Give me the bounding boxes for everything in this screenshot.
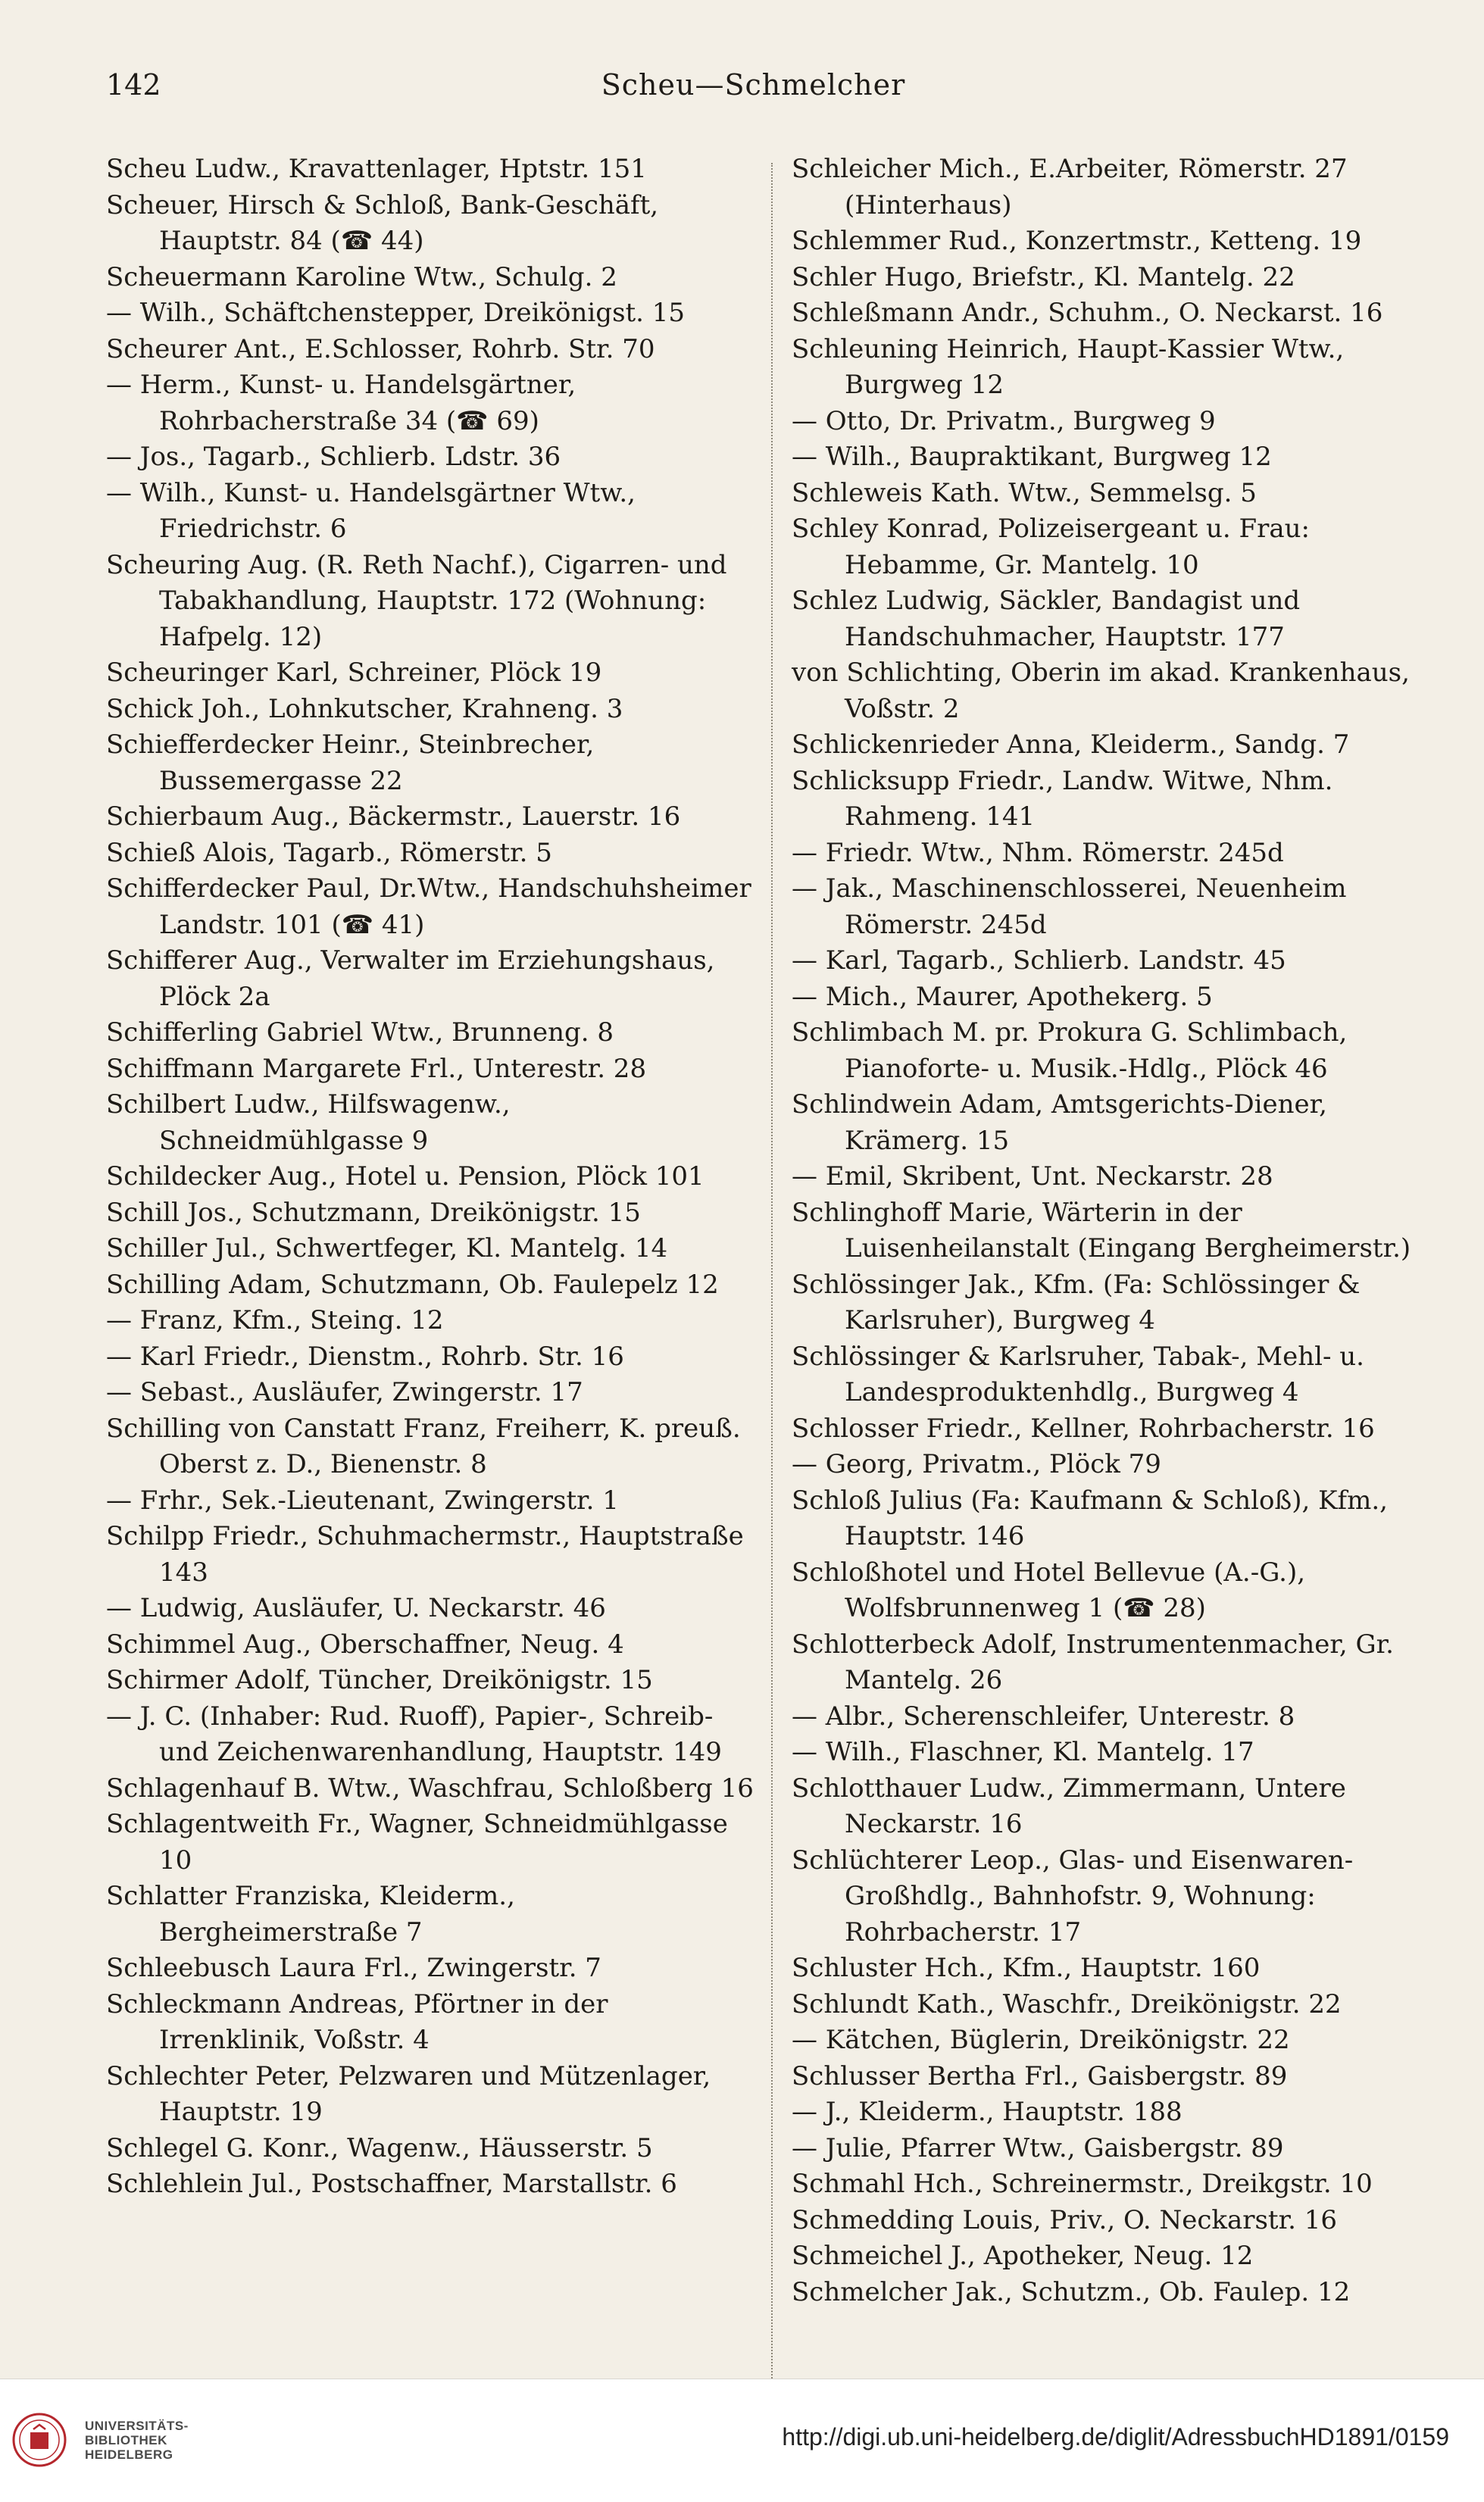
directory-entry: Schlickenrieder Anna, Kleiderm., Sandg. 7: [792, 729, 1350, 760]
right-column: [792, 151, 1443, 2310]
directory-entry: Scheuer, Hirsch & Schloß, Bank-Geschäft, Hauptstr. 84 (☎ 44): [106, 189, 659, 256]
directory-entry: Schlegel G. Konr., Wagenw., Häusserstr. 5: [106, 2132, 653, 2163]
directory-entry: Schifferdecker Paul, Dr.Wtw., Handschuhsheimer Landstr. 101 (☎ 41): [106, 873, 751, 940]
directory-entry: Schifferer Aug., Verwalter im Erziehungshaus, Plöck 2a: [106, 945, 715, 1012]
directory-entry: Scheuring Aug. (R. Reth Nachf.), Cigarren- und Tabakhandlung, Hauptstr. 172 (Wohnung: Hafpelg. 12): [106, 549, 727, 652]
library-seal-icon: [9, 2410, 77, 2470]
directory-entry: Schlatter Franziska, Kleiderm., Bergheimerstraße 7: [106, 1881, 515, 1948]
left-column: [106, 151, 758, 2203]
library-name-line: UNIVERSITÄTS-: [85, 2419, 189, 2433]
directory-entry: Schlicksupp Friedr., Landw. Witwe, Nhm. Rahmeng. 141: [792, 765, 1333, 832]
directory-entry: Schloß Julius (Fa: Kaufmann & Schloß), Kfm., Hauptstr. 146: [792, 1485, 1388, 1551]
library-logo[interactable]: [6, 2402, 203, 2478]
directory-entry: — Mich., Maurer, Apothekerg. 5: [792, 981, 1213, 1012]
directory-entry: Schmahl Hch., Schreinermstr., Dreikgstr. 10: [792, 2169, 1373, 2199]
directory-entry: Schlez Ludwig, Säckler, Bandagist und Handschuhmacher, Hauptstr. 177: [792, 586, 1301, 652]
directory-entry: Schildecker Aug., Hotel u. Pension, Plöck 101: [106, 1161, 705, 1192]
directory-entry: Schmedding Louis, Priv., O. Neckarstr. 16: [792, 2204, 1337, 2235]
directory-entry: Schilling von Canstatt Franz, Freiherr, K. preuß. Oberst z. D., Bienenstr. 8: [106, 1413, 741, 1479]
directory-entry: — Georg, Privatm., Plöck 79: [792, 1449, 1161, 1479]
directory-entry: Schierbaum Aug., Bäckermstr., Lauerstr. 16: [106, 801, 681, 832]
directory-entry: Schley Konrad, Polizeisergeant u. Frau: Hebamme, Gr. Mantelg. 10: [792, 514, 1310, 580]
directory-entry: Scheurer Ant., E.Schlosser, Rohrb. Str. 70: [106, 333, 655, 364]
directory-entry: — Albr., Scherenschleifer, Unterestr. 8: [792, 1701, 1295, 1732]
directory-entry: Schlinghoff Marie, Wärterin in der Luisenheilanstalt (Eingang Bergheimerstr.): [792, 1197, 1411, 1263]
library-name: [85, 2419, 189, 2462]
directory-entry: Schimmel Aug., Oberschaffner, Neug. 4: [106, 1629, 624, 1660]
directory-entry: Schleweis Kath. Wtw., Semmelsg. 5: [792, 477, 1257, 508]
directory-entry: Schill Jos., Schutzmann, Dreikönigstr. 15: [106, 1197, 641, 1228]
directory-entry: Schmeichel J., Apotheker, Neug. 12: [792, 2241, 1254, 2271]
directory-entry: Scheuermann Karoline Wtw., Schulg. 2: [106, 261, 617, 292]
directory-entry: Schleicher Mich., E.Arbeiter, Römerstr. 27 (Hinterhaus): [792, 154, 1348, 220]
page-header: [106, 68, 1401, 114]
directory-entry: Schleckmann Andreas, Pförtner in der Irrenklinik, Voßstr. 4: [106, 1988, 608, 2055]
directory-entry: — Wilh., Baupraktikant, Burgweg 12: [792, 442, 1272, 472]
directory-entry: — J., Kleiderm., Hauptstr. 188: [792, 2097, 1183, 2127]
directory-entry: Schiller Jul., Schwertfeger, Kl. Mantelg. 14: [106, 1233, 668, 1263]
directory-entry: — Kätchen, Büglerin, Dreikönigstr. 22: [792, 2025, 1290, 2055]
directory-entry: Schlotterbeck Adolf, Instrumentenmacher, Gr. Mantelg. 26: [792, 1629, 1394, 1695]
directory-entry: Scheu Ludw., Kravattenlager, Hptstr. 151: [106, 154, 647, 184]
directory-entry: Schlüchterer Leop., Glas- und Eisenwaren-Großhdlg., Bahnhofstr. 9, Wohnung: Rohrbacherstr. 17: [792, 1844, 1354, 1948]
source-url[interactable]: http://digi.ub.uni-heidelberg.de/diglit/AdressbuchHD1891/0159: [782, 2423, 1449, 2450]
directory-entry: Schick Joh., Lohnkutscher, Krahneng. 3: [106, 693, 623, 724]
directory-entry: — Jos., Tagarb., Schlierb. Ldstr. 36: [106, 442, 561, 472]
directory-entry: — Sebast., Ausläufer, Zwingerstr. 17: [106, 1377, 583, 1407]
directory-entry: — Herm., Kunst- u. Handelsgärtner, Rohrbacherstraße 34 (☎ 69): [106, 370, 576, 436]
directory-entry: — Ludwig, Ausläufer, U. Neckarstr. 46: [106, 1593, 606, 1623]
library-name-line: HEIDELBERG: [85, 2447, 173, 2462]
directory-entry: Schlosser Friedr., Kellner, Rohrbacherstr. 16: [792, 1413, 1375, 1444]
directory-entry: — Wilh., Flaschner, Kl. Mantelg. 17: [792, 1737, 1254, 1767]
directory-entry: — Franz, Kfm., Steing. 12: [106, 1305, 444, 1335]
directory-entry: Schlagentweith Fr., Wagner, Schneidmühlgasse 10: [106, 1809, 728, 1876]
directory-entry: Schleßmann Andr., Schuhm., O. Neckarst. 16: [792, 298, 1383, 328]
library-name-line: BIBLIOTHEK: [85, 2433, 167, 2447]
directory-entry: Schlindwein Adam, Amtsgerichts-Diener, Krämerg. 15: [792, 1089, 1327, 1156]
directory-entry: Schilbert Ludw., Hilfswagenw., Schneidmühlgasse 9: [106, 1089, 511, 1156]
directory-entry: — Jak., Maschinenschlosserei, Neuenheim Römerstr. 245d: [792, 873, 1347, 940]
directory-entry: — Frhr., Sek.-Lieutenant, Zwingerstr. 1: [106, 1485, 619, 1516]
directory-entry: Schilling Adam, Schutzmann, Ob. Faulepelz 12: [106, 1269, 719, 1300]
directory-entry: Schler Hugo, Briefstr., Kl. Mantelg. 22: [792, 261, 1295, 292]
footer-bar: [0, 2379, 1484, 2502]
directory-entry: — Otto, Dr. Privatm., Burgweg 9: [792, 405, 1216, 436]
directory-entry: Schloßhotel und Hotel Bellevue (A.-G.), Wolfsbrunnenweg 1 (☎ 28): [792, 1557, 1306, 1623]
page-number: 142: [106, 68, 161, 102]
directory-entry: Schlechter Peter, Pelzwaren und Mützenlager, Hauptstr. 19: [106, 2060, 711, 2127]
directory-entry: — Karl, Tagarb., Schlierb. Landstr. 45: [792, 945, 1286, 976]
directory-entry: Schleebusch Laura Frl., Zwingerstr. 7: [106, 1953, 601, 1983]
directory-entry: Schlössinger Jak., Kfm. (Fa: Schlössinger & Karlsruher), Burgweg 4: [792, 1269, 1361, 1335]
directory-entry: — Emil, Skribent, Unt. Neckarstr. 28: [792, 1161, 1273, 1192]
directory-entry: Schlemmer Rud., Konzertmstr., Ketteng. 19: [792, 226, 1362, 256]
directory-entry: Schlagenhauf B. Wtw., Waschfrau, Schloßberg 16: [106, 1773, 754, 1804]
directory-entry: Schirmer Adolf, Tüncher, Dreikönigstr. 15: [106, 1665, 653, 1695]
directory-entry: Schlössinger & Karlsruher, Tabak-, Mehl- u. Landesproduktenhdlg., Burgweg 4: [792, 1341, 1364, 1407]
directory-entry: Schiffmann Margarete Frl., Unterestr. 28: [106, 1053, 647, 1084]
directory-entry: — Wilh., Kunst- u. Handelsgärtner Wtw., Friedrichstr. 6: [106, 477, 636, 544]
directory-entry: Schleuning Heinrich, Haupt-Kassier Wtw., Burgweg 12: [792, 333, 1345, 400]
directory-entry: — Karl Friedr., Dienstm., Rohrb. Str. 16: [106, 1341, 624, 1372]
directory-entry: — Wilh., Schäftchenstepper, Dreikönigst. 15: [106, 298, 686, 328]
directory-entry: — Julie, Pfarrer Wtw., Gaisbergstr. 89: [792, 2132, 1284, 2163]
directory-entry: Schlotthauer Ludw., Zimmermann, Untere Neckarstr. 16: [792, 1773, 1346, 1839]
directory-entry: Schlundt Kath., Waschfr., Dreikönigstr. 22: [792, 1988, 1342, 2019]
directory-entry: Schmelcher Jak., Schutzm., Ob. Faulep. 12: [792, 2276, 1351, 2307]
directory-entry: Schilpp Friedr., Schuhmachermstr., Hauptstraße 143: [106, 1521, 744, 1588]
directory-entry: — Friedr. Wtw., Nhm. Römerstr. 245d: [792, 837, 1284, 868]
directory-entry: Schluster Hch., Kfm., Hauptstr. 160: [792, 1953, 1261, 1983]
directory-entry: von Schlichting, Oberin im akad. Krankenhaus, Voßstr. 2: [792, 658, 1410, 724]
directory-entry: Schlehlein Jul., Postschaffner, Marstallstr. 6: [106, 2169, 677, 2199]
directory-entry: Schifferling Gabriel Wtw., Brunneng. 8: [106, 1017, 614, 1048]
directory-entry: Schiefferdecker Heinr., Steinbrecher, Bussemergasse 22: [106, 729, 595, 796]
directory-entry: Schlimbach M. pr. Prokura G. Schlimbach, Pianoforte- u. Musik.-Hdlg., Plöck 46: [792, 1017, 1348, 1084]
column-divider: [771, 163, 773, 2405]
running-title: Scheu—Schmelcher: [601, 68, 906, 102]
directory-entry: — J. C. (Inhaber: Rud. Ruoff), Papier-, Schreib- und Zeichenwarenhandlung, Hauptstr. 149: [106, 1701, 722, 1767]
directory-entry: Schieß Alois, Tagarb., Römerstr. 5: [106, 837, 552, 868]
directory-entry: Schlusser Bertha Frl., Gaisbergstr. 89: [792, 2060, 1288, 2091]
directory-entry: Scheuringer Karl, Schreiner, Plöck 19: [106, 658, 602, 688]
